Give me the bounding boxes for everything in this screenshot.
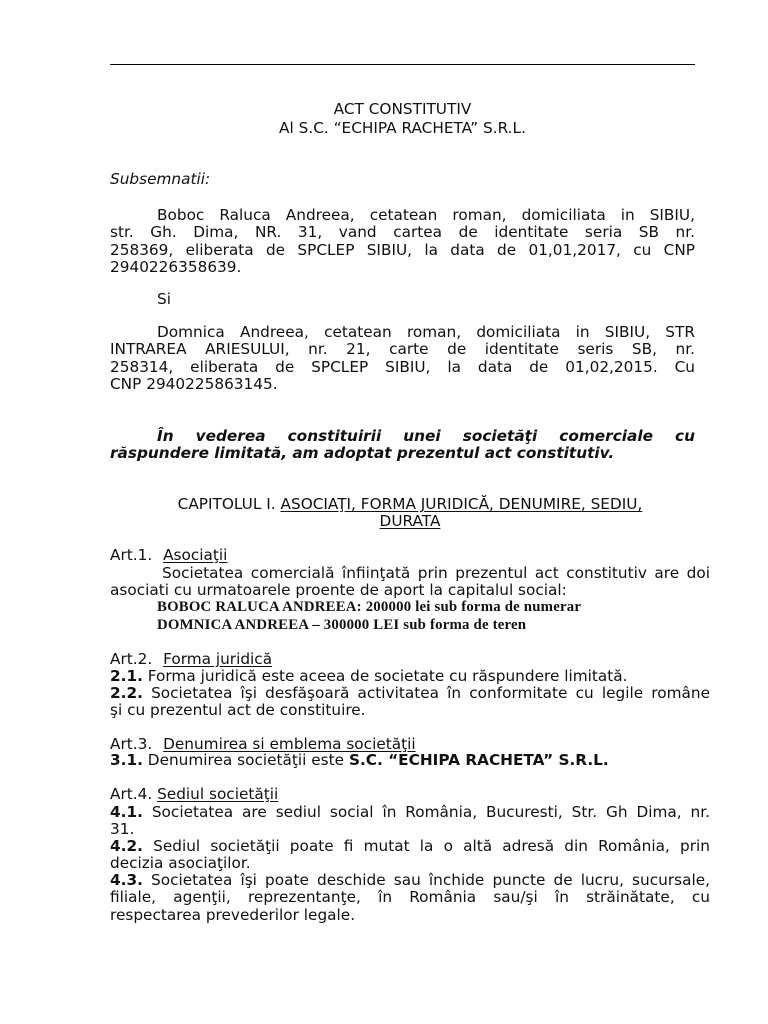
contribution-item: DOMNICA ANDREEA – 300000 LEI sub forma de teren	[157, 616, 527, 633]
clause-text: Societatea îşi desfăşoară activitatea în conformitate cu legile române	[151, 684, 710, 702]
clause-line: şi cu prezentul act de constituire.	[110, 701, 366, 720]
paragraph-line: INTRAREA ARIESULUI, nr. 21, carte de identitate seris SB, nr.	[110, 340, 695, 359]
clause-line: respectarea prevederilor legale.	[110, 905, 356, 924]
article-label: Art.3.	[110, 735, 153, 753]
article-label: Art.2.	[110, 650, 153, 668]
article-title: Forma juridică	[163, 650, 273, 668]
clause-line	[110, 804, 710, 821]
document-title-block	[110, 100, 695, 138]
clause-text: Sediul societăţii poate fi mutat la o altă adresă din România, prin	[153, 837, 710, 855]
chapter-heading-line	[110, 513, 710, 530]
chapter-heading-line	[110, 496, 710, 513]
clause-text: Denumirea societăţii este	[147, 751, 345, 769]
paragraph-line: Boboc Raluca Andreea, cetatean roman, domiciliata in SIBIU,	[157, 206, 695, 224]
paragraph-line: În vederea constituirii unei societăţi comerciale cu	[157, 427, 695, 445]
contributions-list	[157, 599, 581, 634]
clause-text: Societatea îşi poate deschide sau închide puncte de lucru, sucursale,	[151, 871, 710, 889]
paragraph-line: răspundere limitată, am adoptat prezentul act constitutiv.	[110, 444, 615, 462]
purpose-paragraph	[110, 428, 695, 462]
company-name: S.C. “ECHIPA RACHETA” S.R.L.	[348, 751, 609, 769]
clause-number: 4.1.	[110, 803, 143, 821]
document-title: ACT CONSTITUTIV	[333, 100, 472, 118]
clause-3-1	[110, 752, 710, 769]
article-1-text	[110, 565, 710, 600]
chapter-title: ASOCIAŢI, FORMA JURIDICĂ, DENUMIRE, SEDIU,	[280, 495, 643, 513]
article-title: Sediul societăţii	[157, 785, 279, 803]
clause-line	[110, 872, 710, 889]
article-2-heading	[110, 651, 710, 668]
clause-number: 2.1.	[110, 667, 143, 685]
clause-line: filiale, agenţii, reprezentanţe, în România sau/şi în străinătate, cu	[110, 888, 710, 907]
conjunction: Si	[157, 290, 171, 308]
article-4-heading	[110, 786, 710, 803]
clause-number: 4.3.	[110, 871, 143, 889]
document-subtitle: Al S.C. “ECHIPA RACHETA” S.R.L.	[279, 119, 526, 137]
header-rule	[110, 64, 695, 65]
article-title: Asociaţii	[163, 546, 228, 564]
article-title: Denumirea si emblema societăţii	[163, 735, 416, 753]
clause-line	[110, 685, 710, 702]
article-label: Art.4.	[110, 785, 153, 803]
paragraph-line: 258314, eliberata de SPCLEP SIBIU, la data de 01,02,2015. Cu	[110, 357, 695, 376]
paragraph-line: Domnica Andreea, cetatean roman, domiciliata in SIBIU, STR	[157, 323, 695, 341]
intro-label: Subsemnatii:	[110, 170, 211, 188]
paragraph-line: Societatea comercială înfiinţată prin prezentul act constitutiv are doi	[162, 564, 710, 582]
paragraph-line: str. Gh. Dima, NR. 31, vand cartea de identitate seria SB nr.	[110, 223, 695, 242]
paragraph-line: asociati cu urmatoarele proente de aport la capitalul social:	[110, 581, 567, 600]
clause-text: Societatea are sediul social în România, Bucuresti, Str. Gh Dima, nr.	[151, 803, 710, 821]
paragraph-line: CNP 2940225863145.	[110, 374, 278, 393]
chapter-label: CAPITOLUL I.	[177, 495, 276, 513]
article-label: Art.1.	[110, 546, 153, 564]
clause-number: 4.2.	[110, 837, 143, 855]
paragraph-line: 258369, eliberata de SPCLEP SIBIU, la data de 01,01,2017, cu CNP	[110, 240, 695, 259]
article-1-heading	[110, 547, 710, 564]
contribution-item: BOBOC RALUCA ANDREEA: 200000 lei sub forma de numerar	[157, 599, 582, 615]
clause-line: decizia asociaţilor.	[110, 854, 251, 873]
paragraph-line: 2940226358639.	[110, 257, 242, 276]
party-1-paragraph	[110, 207, 695, 276]
clause-text: Forma juridică este aceea de societate cu răspundere limitată.	[147, 667, 628, 685]
clause-4-2	[110, 838, 710, 873]
clause-number: 2.2.	[110, 684, 143, 702]
clause-number: 3.1.	[110, 751, 143, 769]
clause-2-2	[110, 685, 710, 720]
chapter-title: DURATA	[379, 512, 441, 531]
clause-line	[110, 668, 710, 685]
chapter-heading	[110, 496, 710, 531]
clause-4-1	[110, 804, 710, 839]
clause-4-3	[110, 872, 710, 924]
party-2-paragraph	[110, 324, 695, 393]
clause-line: 31.	[110, 820, 135, 839]
clause-line	[110, 752, 710, 769]
clause-line	[110, 838, 710, 855]
clause-2-1	[110, 668, 710, 685]
